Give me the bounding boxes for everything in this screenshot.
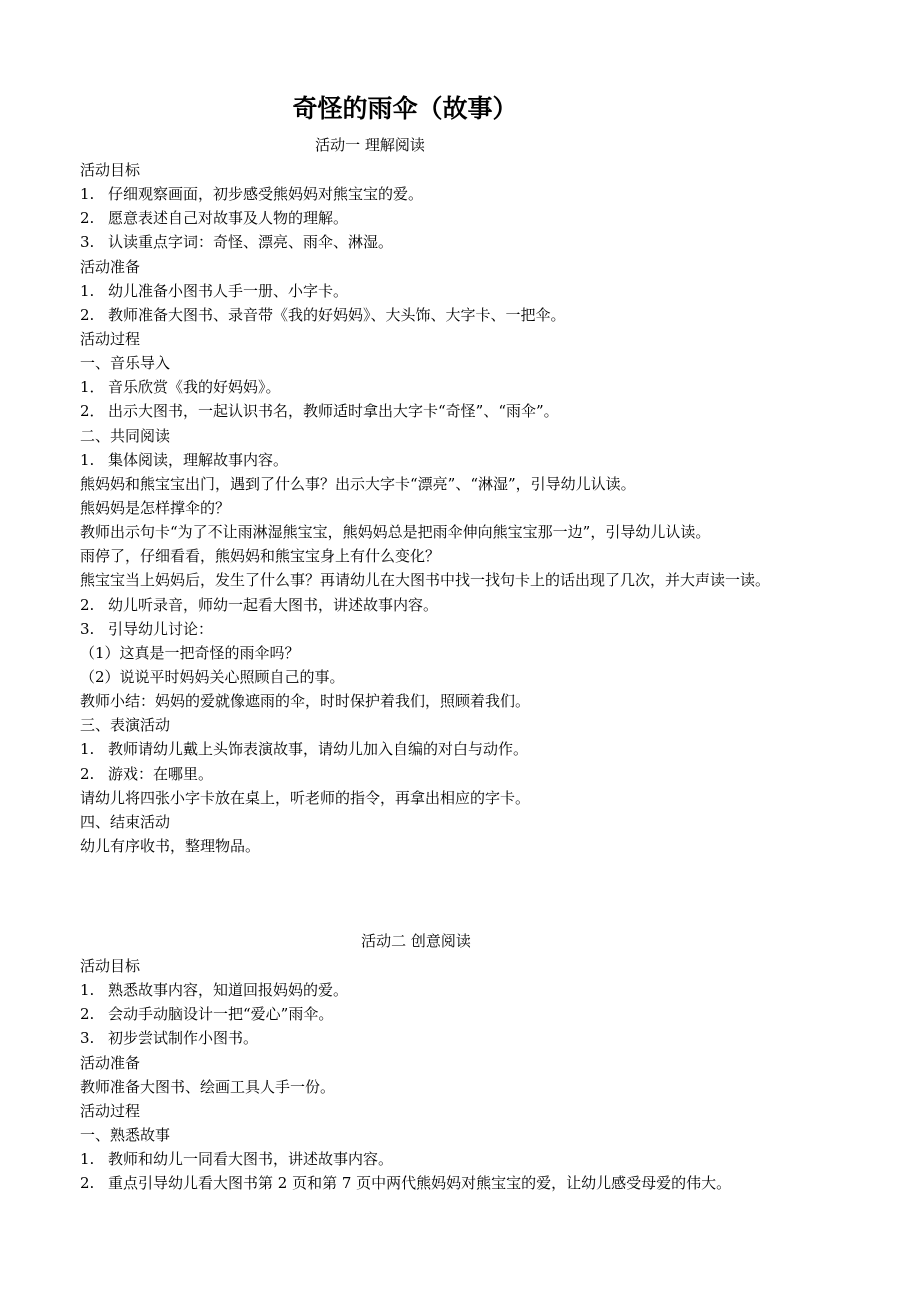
list-number: 3. [80, 233, 95, 252]
text-line [80, 1051, 900, 1075]
activity1-body [80, 158, 900, 858]
list-number: 2. [80, 764, 95, 783]
list-number: 1. [80, 450, 95, 469]
text-line [80, 1123, 900, 1147]
line-text: 雨停了，仔细看看，熊妈妈和熊宝宝身上有什么变化？ [80, 547, 441, 566]
line-text: 教师准备大图书、绘画工具人手一份。 [80, 1077, 336, 1096]
line-text: 初步尝试制作小图书。 [108, 1029, 259, 1048]
text-line [80, 279, 900, 303]
text-line [80, 351, 900, 375]
line-text: 引导幼儿讨论： [108, 619, 214, 638]
text-line [80, 375, 900, 399]
text-line [80, 954, 900, 978]
text-line [80, 472, 900, 496]
list-number: 2. [80, 1174, 95, 1193]
list-number: 1. [80, 185, 95, 204]
line-text: 请幼儿将四张小字卡放在桌上，听老师的指令，再拿出相应的字卡。 [80, 788, 531, 807]
list-number: 2. [80, 209, 95, 228]
list-number: 3. [80, 1029, 95, 1048]
text-line [80, 1099, 900, 1123]
text-line [80, 255, 900, 279]
line-text: 出示大图书，一起认识书名，教师适时拿出大字卡“奇怪”、“雨伞”。 [108, 402, 559, 421]
line-text: 活动目标 [80, 161, 141, 179]
text-line [80, 568, 900, 592]
text-line [80, 786, 900, 810]
line-text: 教师出示句卡“为了不让雨淋湿熊宝宝，熊妈妈总是把雨伞伸向熊宝宝那一边”，引导幼儿认读。 [80, 523, 711, 542]
line-text: 认读重点字词：奇怪、漂亮、雨伞、淋湿。 [108, 233, 394, 252]
list-number: 1. [80, 981, 95, 1000]
text-line [80, 689, 900, 713]
list-number: 1. [80, 740, 95, 759]
text-line [80, 1075, 900, 1099]
text-line [80, 399, 900, 423]
line-text: 教师和幼儿一同看大图书，讲述故事内容。 [108, 1150, 394, 1169]
text-line [80, 1171, 900, 1195]
line-text: 教师请幼儿戴上头饰表演故事，请幼儿加入自编的对白与动作。 [108, 740, 529, 759]
text-line [80, 978, 900, 1002]
line-text: 一、音乐导入 [80, 354, 171, 373]
line-text: 一、熟悉故事 [80, 1125, 171, 1144]
line-text: 熊宝宝当上妈妈后，发生了什么事？再请幼儿在大图书中找一找句卡上的话出现了几次，并大声读一读。 [80, 571, 771, 590]
text-line [80, 327, 900, 351]
text-line [80, 762, 900, 786]
text-line [80, 1147, 900, 1171]
text-line [80, 303, 900, 327]
line-text: 活动准备 [80, 257, 141, 276]
line-text: 愿意表述自己对故事及人物的理解。 [108, 209, 349, 228]
list-number: 1． [80, 378, 105, 397]
list-number: 1. [80, 1150, 95, 1169]
line-text: 活动过程 [80, 1101, 141, 1120]
text-line [80, 713, 900, 737]
line-text: 幼儿听录音，师幼一起看大图书，讲述故事内容。 [108, 595, 439, 614]
line-text: 三、表演活动 [80, 716, 171, 735]
line-text: 活动过程 [80, 329, 141, 348]
activity2-heading: 活动二 创意阅读 [361, 932, 471, 950]
line-text: 四、结束活动 [80, 812, 171, 831]
list-number: 3. [80, 619, 95, 638]
line-text: （1）这真是一把奇怪的雨伞吗？ [80, 643, 300, 662]
line-text: 幼儿准备小图书人手一册、小字卡。 [108, 281, 349, 300]
document-title: 奇怪的雨伞（故事） [292, 94, 518, 123]
line-text: 音乐欣赏《我的好妈妈》。 [108, 378, 281, 397]
line-text: 熊妈妈和熊宝宝出门，遇到了什么事？出示大字卡“漂亮”、“淋湿”，引导幼儿认读。 [80, 474, 636, 493]
text-line [80, 544, 900, 568]
text-line [80, 206, 900, 230]
activity1-heading: 活动一 理解阅读 [315, 136, 425, 154]
text-line [80, 593, 900, 617]
line-text: 二、共同阅读 [80, 426, 171, 445]
activity2-body [80, 954, 900, 1195]
line-text: 熟悉故事内容，知道回报妈妈的爱。 [108, 981, 349, 1000]
list-number: 2. [80, 1005, 95, 1024]
text-line [80, 641, 900, 665]
text-line [80, 1002, 900, 1026]
line-text: 教师小结：妈妈的爱就像遮雨的伞，时时保护着我们，照顾着我们。 [80, 692, 531, 711]
text-line [80, 448, 900, 472]
text-line [80, 617, 900, 641]
text-line [80, 182, 900, 206]
line-text: 幼儿有序收书，整理物品。 [80, 836, 261, 855]
line-text: 教师准备大图书、录音带《我的好妈妈》、大头饰、大字卡、一把伞。 [108, 305, 566, 324]
line-text: 活动准备 [80, 1053, 141, 1072]
text-line [80, 665, 900, 689]
text-line [80, 424, 900, 448]
text-line [80, 158, 900, 182]
list-number: 1. [80, 281, 95, 300]
line-text: 集体阅读，理解故事内容。 [108, 450, 289, 469]
list-number: 2． [80, 402, 105, 421]
text-line [80, 520, 900, 544]
list-number: 2. [80, 305, 95, 324]
line-text: 仔细观察画面，初步感受熊妈妈对熊宝宝的爱。 [108, 185, 424, 204]
text-line [80, 737, 900, 761]
line-text: 重点引导幼儿看大图书第 2 页和第 7 页中两代熊妈妈对熊宝宝的爱，让幼儿感受母爱的伟大。 [108, 1174, 732, 1193]
text-line [80, 1026, 900, 1050]
text-line [80, 810, 900, 834]
line-text: 游戏：在哪里。 [108, 764, 214, 783]
line-text: 熊妈妈是怎样撑伞的？ [80, 498, 231, 517]
line-text: 会动手动脑设计一把“爱心”雨伞。 [108, 1005, 334, 1024]
line-text: 活动目标 [80, 957, 141, 975]
list-number: 2. [80, 595, 95, 614]
text-line [80, 834, 900, 858]
text-line [80, 230, 900, 254]
text-line [80, 496, 900, 520]
line-text: （2）说说平时妈妈关心照顾自己的事。 [80, 667, 345, 686]
